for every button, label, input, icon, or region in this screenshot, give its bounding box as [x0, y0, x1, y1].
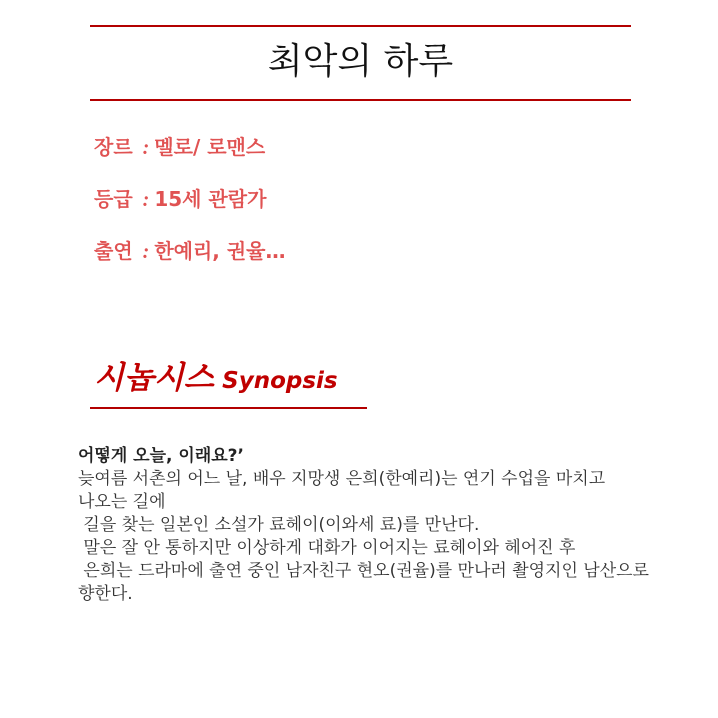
rating-label: 등급 — [94, 187, 133, 211]
synopsis-line: 늦여름 서촌의 어느 날, 배우 지망생 은희(한예리)는 연기 수업을 마치고 — [78, 469, 606, 489]
rating-separator: : — [132, 189, 155, 211]
synopsis-line: 나오는 길에 — [78, 492, 166, 512]
synopsis-heading — [94, 352, 338, 397]
synopsis-body — [78, 445, 698, 606]
movie-title: 최악의 하루 — [267, 41, 454, 82]
synopsis-heading-english: Synopsis — [222, 368, 338, 394]
cast-label: 출연 — [94, 239, 133, 263]
synopsis-line: 은희는 드라마에 출연 중인 남자친구 현오(권율)를 만나러 촬영지인 남산으로 — [78, 561, 649, 581]
synopsis-lead-line: 어떻게 오늘, 이래요?’ — [78, 446, 244, 466]
genre-row — [94, 134, 265, 161]
cast-row — [94, 238, 285, 265]
synopsis-line: 길을 찾는 일본인 소설가 료헤이(이와세 료)를 만난다. — [78, 515, 480, 535]
synopsis-line: 향한다. — [78, 584, 133, 604]
genre-separator: : — [132, 137, 155, 159]
title-top-rule — [90, 25, 631, 27]
cast-value: 한예리, 권율… — [154, 239, 286, 263]
genre-value: 멜로/ 로맨스 — [154, 135, 266, 159]
synopsis-heading-korean: 시놉시스 — [94, 360, 214, 396]
rating-value: 15세 관람가 — [154, 187, 267, 211]
synopsis-line: 말은 잘 안 통하지만 이상하게 대화가 이어지는 료헤이와 헤어진 후 — [78, 538, 576, 558]
cast-separator: : — [132, 241, 155, 263]
synopsis-underline — [90, 407, 367, 409]
rating-row — [94, 186, 266, 213]
genre-label: 장르 — [94, 135, 133, 159]
title-bottom-rule — [90, 99, 631, 101]
